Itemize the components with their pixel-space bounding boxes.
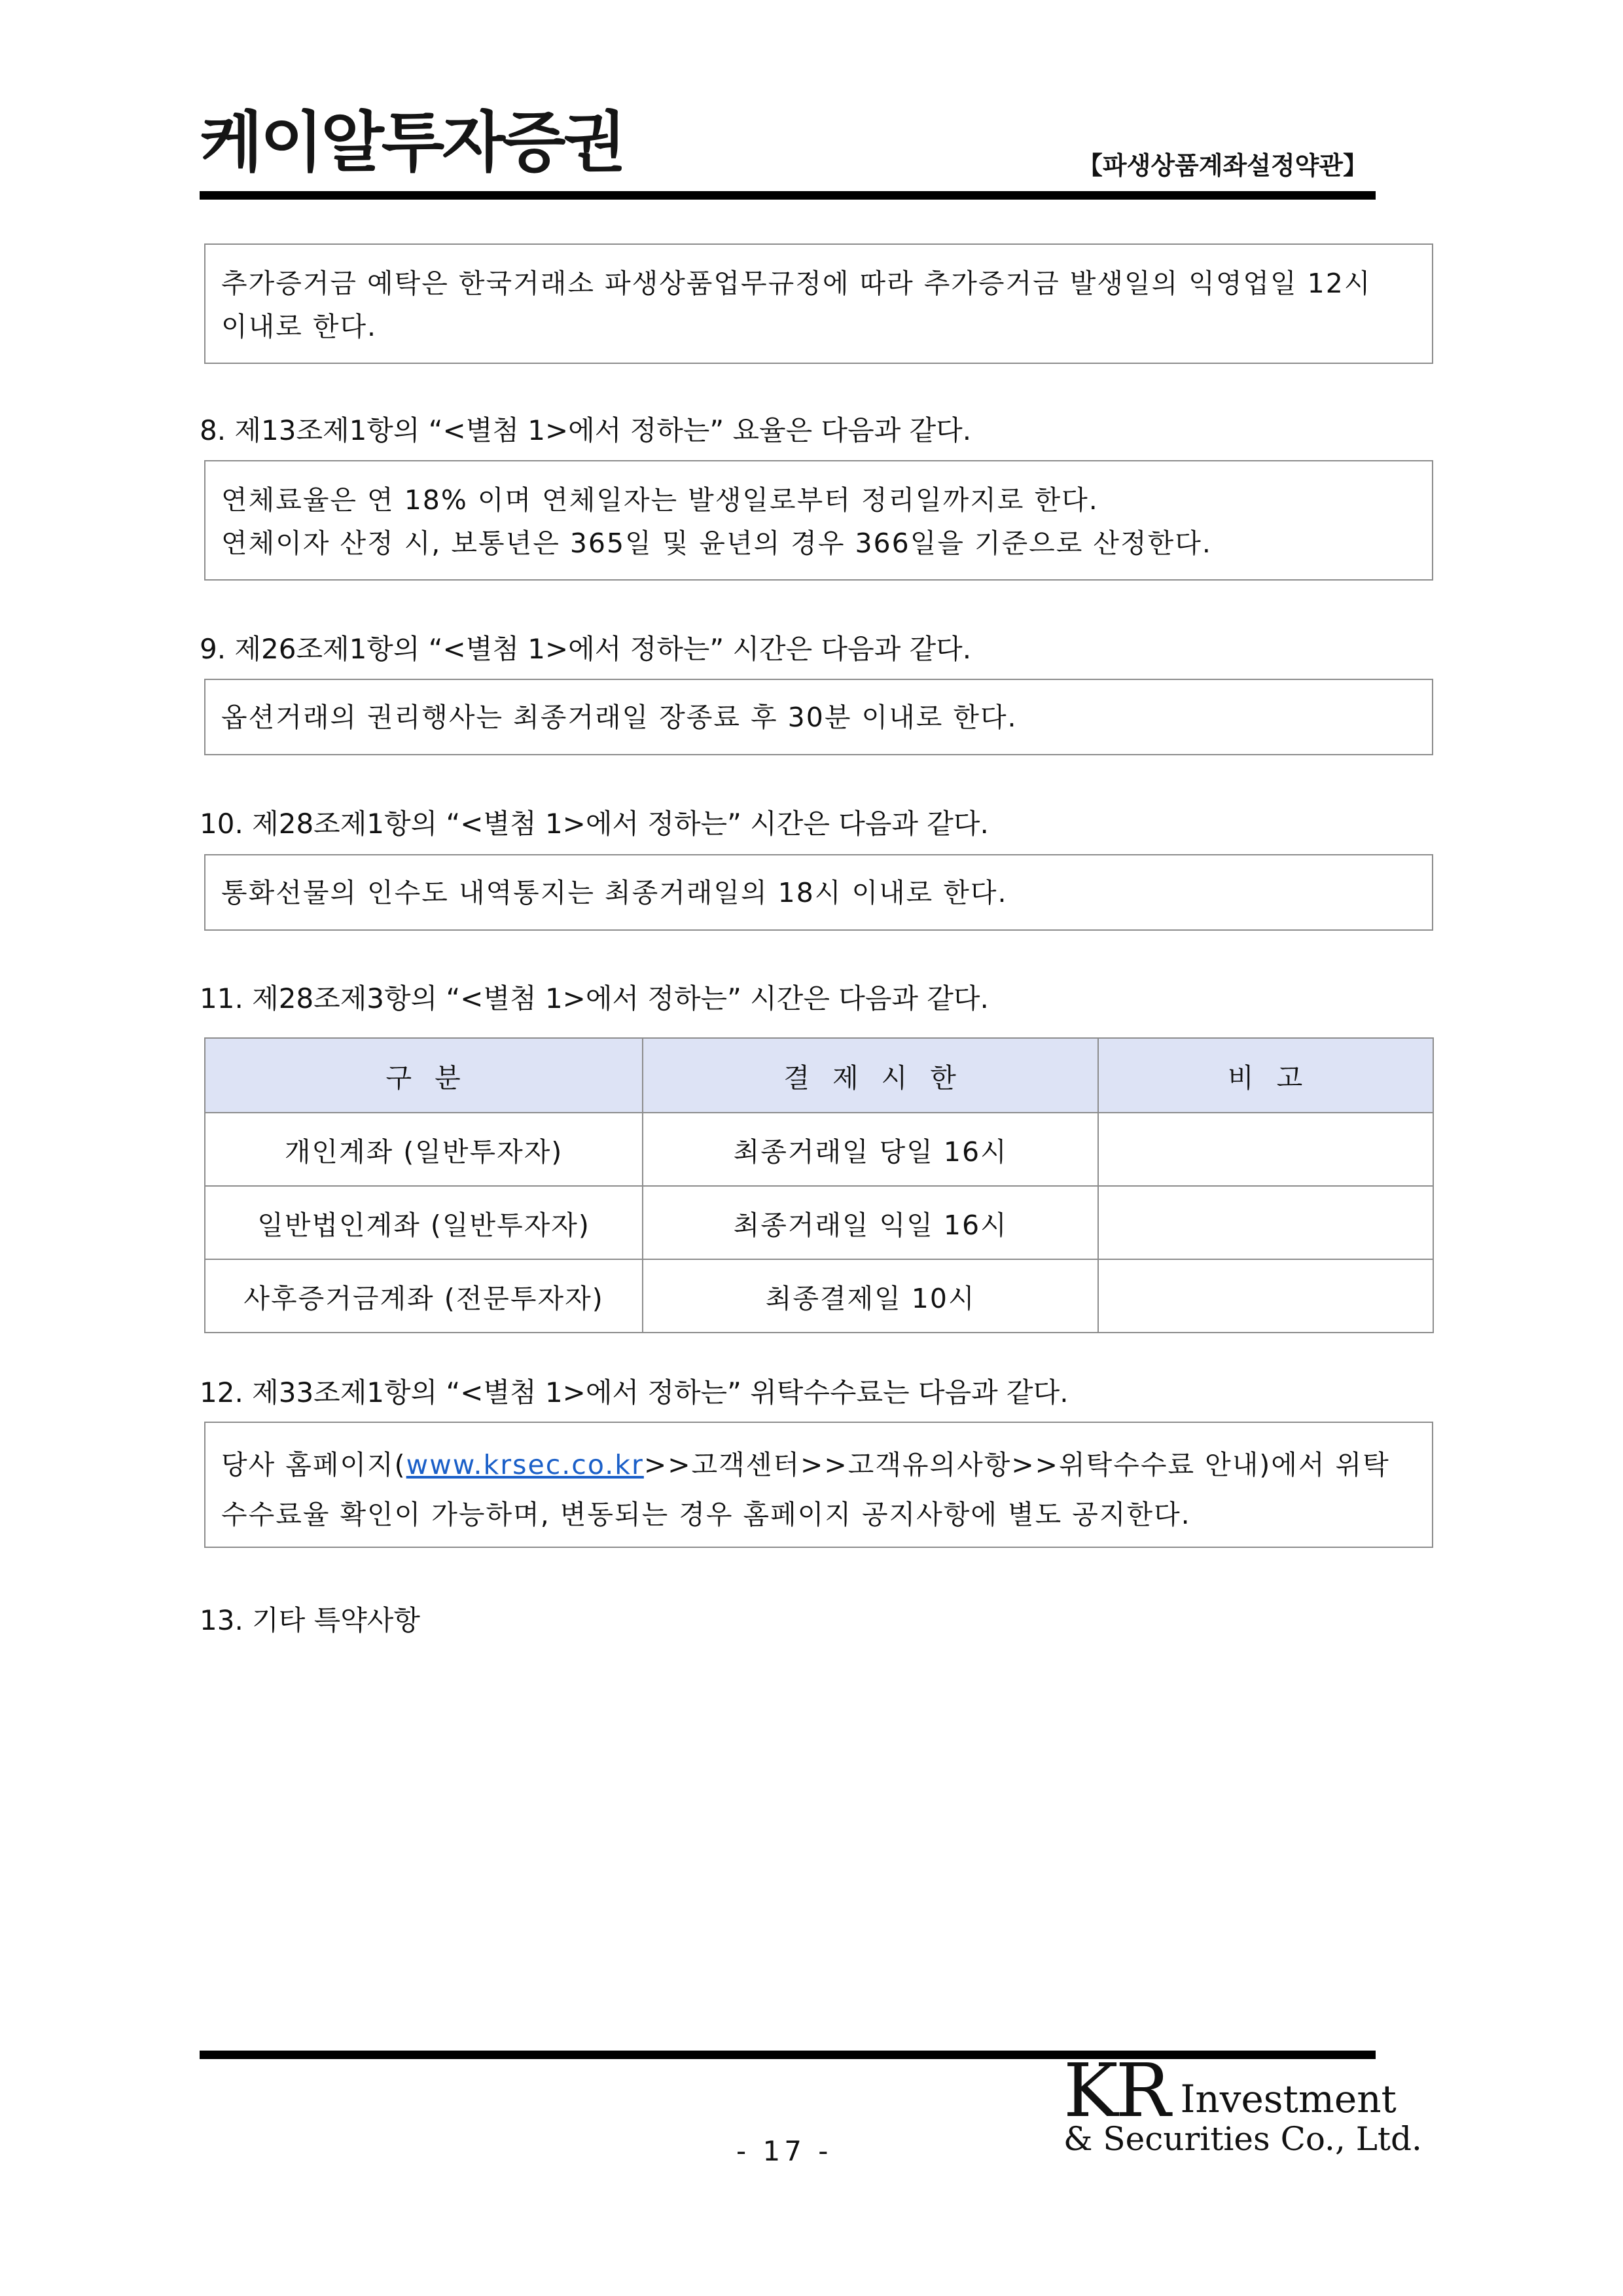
section-12-text-pre: 당사 홈페이지( bbox=[221, 1449, 406, 1480]
table-cell: 최종거래일 당일 16시 bbox=[643, 1113, 1098, 1186]
table-header-remarks: 비 고 bbox=[1098, 1038, 1433, 1113]
header-rule bbox=[200, 191, 1376, 200]
table-cell bbox=[1098, 1113, 1433, 1186]
section-11-heading: 11. 제28조제3항의 “<별첨 1>에서 정하는” 시간은 다음과 같다. bbox=[200, 982, 989, 1014]
table-cell: 사후증거금계좌 (전문투자자) bbox=[205, 1259, 643, 1333]
section-9-line-1: 옵션거래의 권리행사는 최종거래일 장종료 후 30분 이내로 한다. bbox=[221, 702, 1018, 733]
company-name: 케이알투자증권 bbox=[200, 104, 624, 181]
table-cell: 최종거래일 익일 16시 bbox=[643, 1186, 1098, 1259]
table-row bbox=[205, 1113, 1433, 1186]
logo-kr: KR bbox=[1063, 2049, 1168, 2134]
section-8-box bbox=[204, 460, 1433, 581]
section-10-line-1: 통화선물의 인수도 내역통지는 최종거래일의 18시 이내로 한다. bbox=[221, 877, 1008, 908]
logo-investment: Investment bbox=[1180, 2077, 1397, 2121]
section-12-text-post: >>고객센터>>고객유의사항>>위탁수수료 안내)에서 위탁 bbox=[643, 1449, 1390, 1480]
section-8-line-1: 연체료율은 연 18% 이며 연체일자는 발생일로부터 정리일까지로 한다. bbox=[221, 484, 1099, 516]
table-cell bbox=[1098, 1186, 1433, 1259]
table-header-category: 구 분 bbox=[205, 1038, 643, 1113]
settlement-table bbox=[204, 1037, 1434, 1333]
table-cell: 최종결제일 10시 bbox=[643, 1259, 1098, 1333]
section-13-heading: 13. 기타 특약사항 bbox=[200, 1604, 420, 1636]
intro-box bbox=[204, 243, 1433, 364]
section-12-box bbox=[204, 1422, 1433, 1548]
table-cell: 일반법인계좌 (일반투자자) bbox=[205, 1186, 643, 1259]
section-12-line-1 bbox=[221, 1440, 1416, 1490]
table-cell: 개인계좌 (일반투자자) bbox=[205, 1113, 643, 1186]
section-8-line-2: 연체이자 산정 시, 보통년은 365일 및 윤년의 경우 366일을 기준으로 산정한다. bbox=[221, 528, 1212, 559]
document-tag: 【파생상품계좌설정약관】 bbox=[1077, 151, 1368, 180]
logo-securities: & Securities Co., Ltd. bbox=[1063, 2120, 1422, 2158]
section-10-heading: 10. 제28조제1항의 “<별첨 1>에서 정하는” 시간은 다음과 같다. bbox=[200, 808, 989, 840]
page-number: - 17 - bbox=[736, 2135, 832, 2167]
table-header-deadline: 결 제 시 한 bbox=[643, 1038, 1098, 1113]
section-9-box bbox=[204, 679, 1433, 755]
table-header-row bbox=[205, 1038, 1433, 1113]
section-10-box bbox=[204, 854, 1433, 931]
section-12-line-2: 수수료율 확인이 가능하며, 변동되는 경우 홈페이지 공지사항에 별도 공지한다. bbox=[221, 1499, 1191, 1530]
table-row bbox=[205, 1259, 1433, 1333]
homepage-link[interactable]: www.krsec.co.kr bbox=[406, 1449, 644, 1480]
table-row bbox=[205, 1186, 1433, 1259]
section-12-heading: 12. 제33조제1항의 “<별첨 1>에서 정하는” 위탁수수료는 다음과 같다. bbox=[200, 1376, 1069, 1408]
section-8-heading: 8. 제13조제1항의 “<별첨 1>에서 정하는” 요율은 다음과 같다. bbox=[200, 414, 972, 446]
section-9-heading: 9. 제26조제1항의 “<별첨 1>에서 정하는” 시간은 다음과 같다. bbox=[200, 633, 972, 665]
table-cell bbox=[1098, 1259, 1433, 1333]
intro-line-2: 이내로 한다. bbox=[221, 311, 378, 342]
footer-rule bbox=[200, 2051, 1376, 2059]
intro-line-1: 추가증거금 예탁은 한국거래소 파생상품업무규정에 따라 추가증거금 발생일의 익영업일 12시 bbox=[221, 268, 1372, 299]
company-logo bbox=[1063, 2049, 1422, 2159]
